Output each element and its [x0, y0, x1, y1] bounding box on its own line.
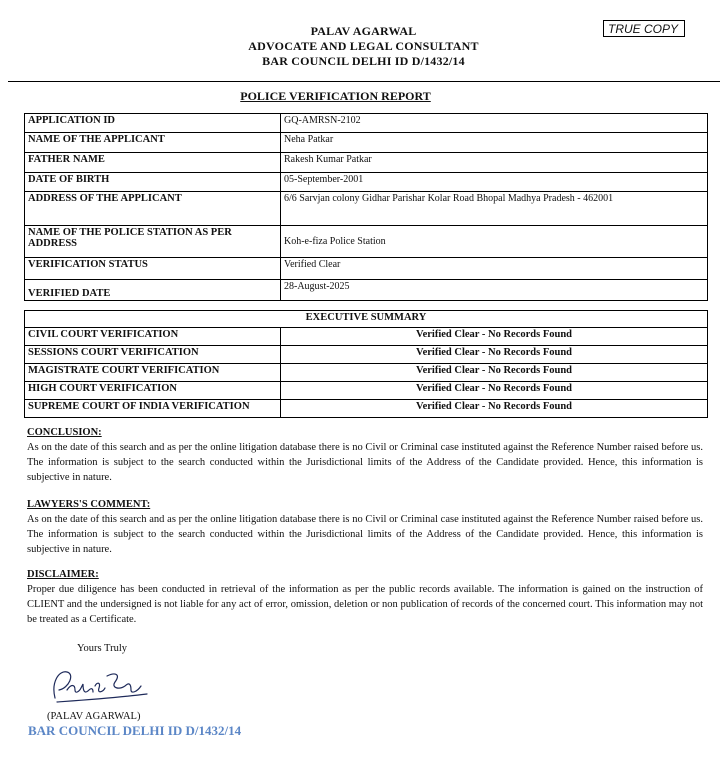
- disclaimer-section: [27, 567, 703, 627]
- table-row: [25, 192, 708, 226]
- applicant-name-label: NAME OF THE APPLICANT: [25, 133, 281, 153]
- table-row: [25, 114, 708, 133]
- police-station-value: Koh-e-fiza Police Station: [281, 226, 708, 258]
- table-row: [25, 311, 708, 328]
- verification-status-value: Verified Clear: [281, 258, 708, 280]
- application-id-label: APPLICATION ID: [25, 114, 281, 133]
- header-divider: [8, 81, 720, 82]
- disclaimer-text: Proper due diligence has been conducted in retrieval of the information as per the public records available. The information is gained on the instruction of CLIENT and the undersigned is not liable for any act of error, omission, deletion or non publication of records of the concerned court. This information may not be treated as a Certificate.: [27, 584, 703, 625]
- summary-row-value: Verified Clear - No Records Found: [281, 328, 708, 346]
- father-name-value: Rakesh Kumar Patkar: [281, 153, 708, 173]
- table-row: [25, 364, 708, 382]
- dob-label: DATE OF BIRTH: [25, 173, 281, 192]
- signatory-name: (PALAV AGARWAL): [47, 711, 141, 722]
- verified-date-label: VERIFIED DATE: [25, 280, 281, 301]
- table-row: [25, 226, 708, 258]
- conclusion-text: As on the date of this search and as per the online litigation database there is no Civil or Criminal case instituted against the Reference Number raised before us. The information is subject to the search conducted within the Jurisdictional limits of the Address of the Candidate provided. Hence, this information is subjective in nature.: [27, 442, 703, 483]
- summary-row-value: Verified Clear - No Records Found: [281, 346, 708, 364]
- disclaimer-heading: DISCLAIMER:: [27, 569, 99, 580]
- table-row: [25, 346, 708, 364]
- summary-row-label: CIVIL COURT VERIFICATION: [25, 328, 281, 346]
- summary-row-value: Verified Clear - No Records Found: [281, 364, 708, 382]
- application-id-value: GQ-AMRSN-2102: [281, 114, 708, 133]
- summary-row-label: SUPREME COURT OF INDIA VERIFICATION: [25, 400, 281, 418]
- summary-row-label: MAGISTRATE COURT VERIFICATION: [25, 364, 281, 382]
- table-row: [25, 173, 708, 192]
- summary-row-label: HIGH COURT VERIFICATION: [25, 382, 281, 400]
- conclusion-heading: CONCLUSION:: [27, 427, 102, 438]
- lawyers-comment-section: [27, 497, 703, 557]
- table-row: [25, 400, 708, 418]
- summary-row-value: Verified Clear - No Records Found: [281, 382, 708, 400]
- advocate-name: PALAV AGARWAL: [310, 24, 417, 38]
- advocate-bar-id: BAR COUNCIL DELHI ID D/1432/14: [262, 54, 465, 68]
- advocate-profession: ADVOCATE AND LEGAL CONSULTANT: [248, 39, 479, 53]
- verified-date-value: 28-August-2025: [281, 280, 708, 301]
- applicant-details-table: [24, 113, 708, 301]
- table-row: [25, 133, 708, 153]
- executive-summary-title: EXECUTIVE SUMMARY: [25, 311, 708, 328]
- lawyers-comment-heading: LAWYERS'S COMMENT:: [27, 499, 151, 510]
- verification-status-label: VERIFICATION STATUS: [25, 258, 281, 280]
- table-row: [25, 153, 708, 173]
- executive-summary-table: [24, 310, 708, 418]
- father-name-label: FATHER NAME: [25, 153, 281, 173]
- table-row: [25, 258, 708, 280]
- table-row: [25, 280, 708, 301]
- address-value: 6/6 Sarvjan colony Gidhar Parishar Kolar Road Bhopal Madhya Pradesh - 462001: [281, 192, 708, 226]
- report-title: POLICE VERIFICATION REPORT: [240, 89, 431, 103]
- police-station-label: NAME OF THE POLICE STATION AS PER ADDRESS: [25, 226, 281, 258]
- conclusion-section: [27, 425, 703, 485]
- table-row: [25, 328, 708, 346]
- true-copy-stamp: TRUE COPY: [603, 20, 685, 37]
- handwritten-signature: [45, 662, 155, 710]
- signatory-bar-id: BAR COUNCIL DELHI ID D/1432/14: [28, 723, 242, 738]
- lawyers-comment-text: As on the date of this search and as per the online litigation database there is no Civil or Criminal case instituted against the Reference Number raised before us. The information is subject to the search conducted within the Jurisdictional limits of the Address of the Candidate provided. Hence, this information is subjective in nature.: [27, 514, 703, 555]
- summary-row-label: SESSIONS COURT VERIFICATION: [25, 346, 281, 364]
- table-row: [25, 382, 708, 400]
- applicant-name-value: Neha Patkar: [281, 133, 708, 153]
- closing-salutation: Yours Truly: [77, 643, 128, 654]
- dob-value: 05-September-2001: [281, 173, 708, 192]
- summary-row-value: Verified Clear - No Records Found: [281, 400, 708, 418]
- address-label: ADDRESS OF THE APPLICANT: [25, 192, 281, 226]
